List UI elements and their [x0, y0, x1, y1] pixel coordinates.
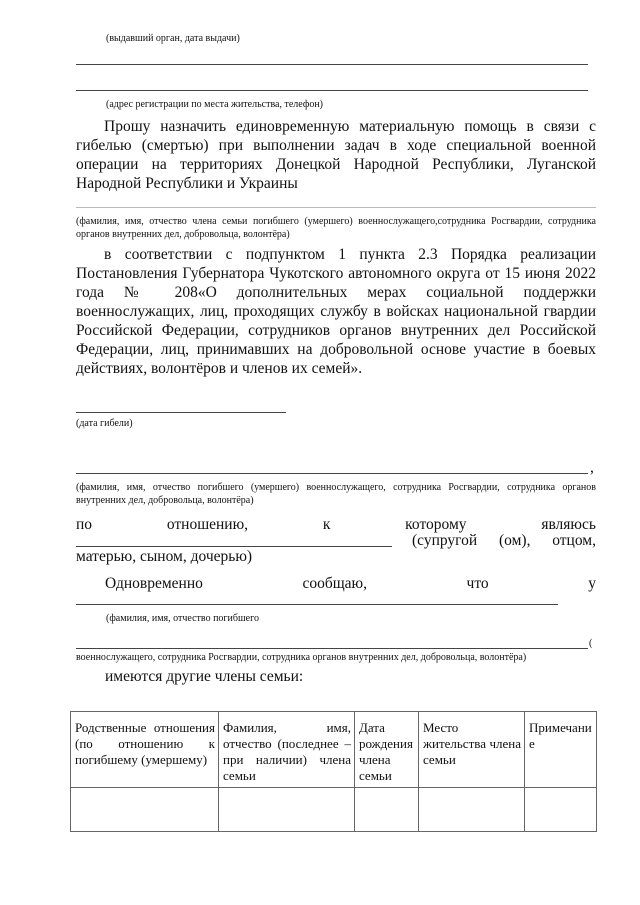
other-members-text: имеются другие члены семьи: — [105, 668, 304, 685]
notify-word: у — [588, 575, 596, 592]
relation-word: которому — [405, 516, 467, 533]
caption-deceased-cont: военнослужащего, сотрудника Росгвардии, сотрудника органов внутренних дел, добровольца, волонтёра) — [76, 652, 527, 663]
header-relation: Родственные отношения (по отношению к погибшему (умершему) — [71, 712, 219, 788]
comma: , — [590, 459, 594, 476]
address-blank-line[interactable] — [76, 90, 588, 91]
family-member-blank-line[interactable] — [76, 207, 596, 208]
relation-tail-word: отцом, — [552, 532, 596, 549]
caption-address: (адрес регистрации по места жительства, телефон) — [106, 99, 324, 110]
table-cell[interactable] — [525, 788, 597, 832]
basis-paragraph: в соответствии с подпунктом 1 пункта 2.3 Порядка реализации Постановления Губернатора Чукотского автономного округа от 15 июня 2022 года № 208«О дополнительных мерах социальной поддержки военнослужащих, лиц, проходящих службу в войсках национальной гвардии Российской Федерации, сотрудников органов внутренних дел Российской Федерации, лиц, принимавших на добровольной основе участие в боевых действиях, волонтёров и членов их семей». — [76, 246, 596, 377]
caption-death-date: (дата гибели) — [76, 418, 133, 429]
header-birth-date: Дата рождения члена семьи — [355, 712, 419, 788]
header-residence: Место жительства члена семьи — [419, 712, 525, 788]
deceased-name-blank-line-2[interactable] — [76, 648, 588, 649]
relation-line-2 — [412, 531, 596, 550]
table-cell[interactable] — [71, 788, 219, 832]
caption-deceased-name: (фамилия, имя, отчество погибшего — [106, 613, 259, 624]
issuer-blank-line[interactable] — [76, 64, 588, 65]
notify-line — [105, 574, 596, 593]
caption-family-member: (фамилия, имя, отчество члена семьи погибшего (умершего) военнослужащего,сотрудника Росгвардии, сотрудника органов внутренних дел, добровольца, волонтёра) — [76, 216, 596, 240]
request-paragraph: Прошу назначить единовременную материальную помощь в связи с гибелью (смертью) при выполнении задач в ходе специальной военной операции на территориях Донецкой Народной Республики, Луганской Народной Республики и Украины — [76, 118, 596, 192]
relation-word: по — [76, 516, 93, 533]
death-date-blank-line[interactable] — [76, 412, 286, 413]
relation-tail-word: (супругой — [412, 532, 478, 549]
notify-word: Одновременно — [105, 575, 203, 592]
relation-word: отношению, — [166, 516, 249, 533]
relation-tail-word: (ом), — [498, 532, 531, 549]
paren-open: ( — [589, 638, 593, 649]
table-cell[interactable] — [219, 788, 355, 832]
relation-word: являюсь — [541, 516, 596, 533]
table-cell[interactable] — [419, 788, 525, 832]
table-header-row — [71, 712, 597, 788]
deceased-blank-line[interactable] — [76, 473, 588, 474]
header-full-name: Фамилия, имя, отчество (последнее – при наличии) члена семьи — [219, 712, 355, 788]
notify-word: что — [466, 575, 489, 592]
header-note: Примечание — [525, 712, 597, 788]
table-cell[interactable] — [355, 788, 419, 832]
deceased-name-blank-line[interactable] — [76, 604, 558, 605]
family-members-table — [70, 711, 597, 832]
relation-line-3: матерью, сыном, дочерью) — [76, 548, 253, 565]
caption-deceased: (фамилия, имя, отчество погибшего (умершего) военнослужащего, сотрудника Росгвардии, сотрудника органов внутренних дел, добровольца, волонтёра) — [76, 482, 596, 506]
relation-word: к — [322, 516, 331, 533]
notify-word: сообщаю, — [302, 575, 367, 592]
table-row — [71, 788, 597, 832]
caption-issuer: (выдавший орган, дата выдачи) — [106, 33, 240, 44]
